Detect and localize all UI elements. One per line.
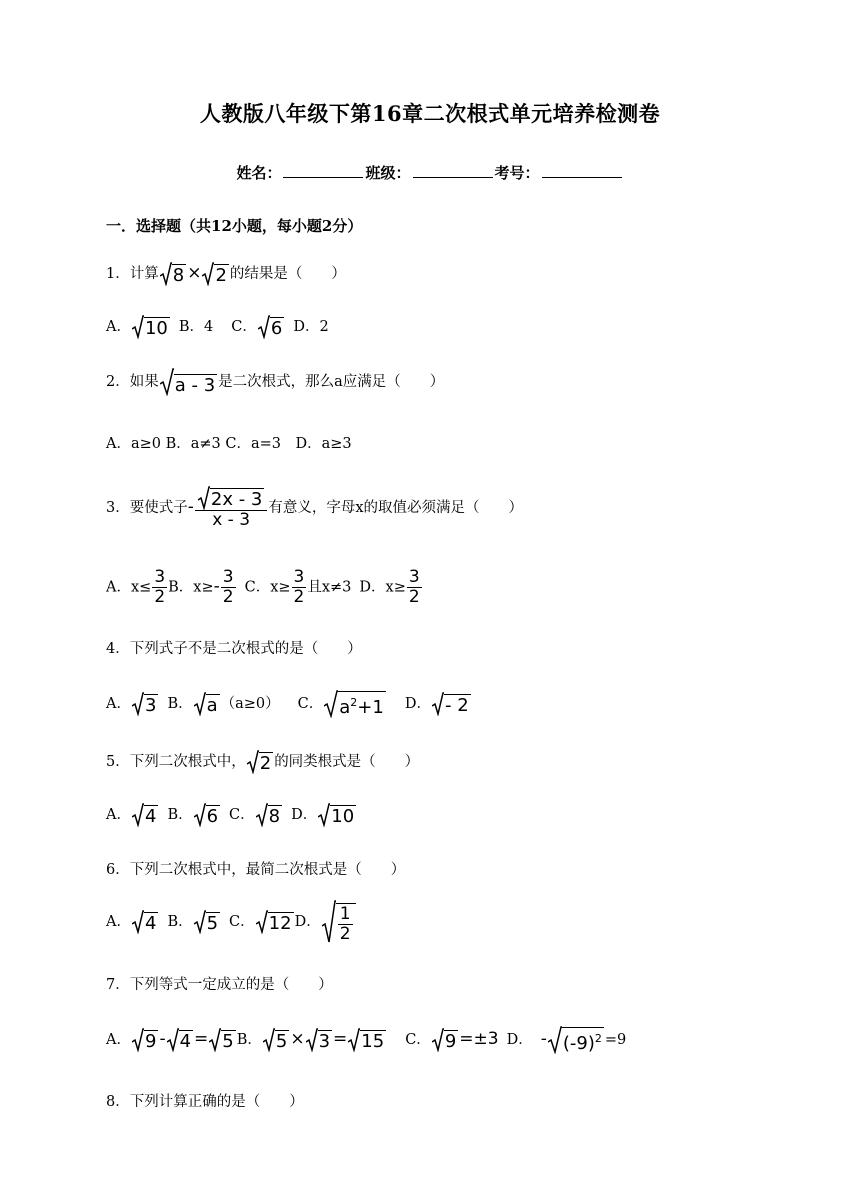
question-6-options: A． 4 B． 5 C． 12 D． $\frac{1}{2}$ xyxy=(106,900,357,944)
class-blank[interactable] xyxy=(413,163,493,178)
question-2-stem: 2．如果 a - 3 是二次根式，那么a应满足（ ） xyxy=(106,368,444,396)
question-2-options: A．a≥0 B．a≠3 C．a=3 D．a≥3 xyxy=(106,436,352,452)
question-5-stem: 5．下列二次根式中， 2 的同类根式是（ ） xyxy=(106,753,420,774)
question-6-stem: 6．下列二次根式中，最简二次根式是（ ） xyxy=(106,862,406,878)
question-4-stem: 4．下列式子不是二次根式的是（ ） xyxy=(106,641,362,657)
student-info-line xyxy=(0,162,860,183)
question-4-options: A． 3 B． a （a≥0） C． $a^2+1$ D． - 2 xyxy=(106,690,472,718)
question-3-options: A．x≤ $\frac{3}{2}$ B．x≥- $\frac{3}{2}$ C．x≥ $\frac{3}{2}$ 且x≠3 D．x≥ $\frac{3}{2}$ xyxy=(106,567,420,607)
exam-number-label: 考号： xyxy=(494,164,540,182)
question-3-stem: 3．要使式子- $\frac{2x - 3}{x - 3}$ 有意义，字母x的取值必须满足（ ） xyxy=(106,486,523,530)
question-1-stem: 1．计算 8 × 2 的结果是（ ） xyxy=(106,263,346,286)
class-label: 班级： xyxy=(365,164,411,182)
option-a-sqrt-10: 10 xyxy=(132,315,170,339)
question-8-stem: 8．下列计算正确的是（ ） xyxy=(106,1094,304,1110)
name-blank[interactable] xyxy=(283,163,363,178)
question-7-options: A． 9 - 4 = 5 B． 5 × 3 = 15 C． 9 =±3 D． - $(-9)^2$ =9 xyxy=(106,1029,627,1054)
section-heading: 一．选择题（共12小题，每小题2分） xyxy=(106,217,363,235)
question-1-options: A． 10 B．4 C． 6 D．2 xyxy=(106,315,329,339)
option-c-sqrt-6: 6 xyxy=(258,315,284,339)
question-7-stem: 7．下列等式一定成立的是（ ） xyxy=(106,977,333,993)
sqrt-8: 8 xyxy=(160,262,186,286)
fraction-sqrt-2x-3-over-x-3: $\frac{2x - 3}{x - 3}$ xyxy=(195,486,268,530)
name-label: 姓名： xyxy=(236,164,282,182)
sqrt-a-minus-3: a - 3 xyxy=(160,368,217,396)
sqrt-2: 2 xyxy=(202,262,228,286)
page-title: 人教版八年级下第16章二次根式单元培养检测卷 xyxy=(199,101,661,126)
exam-number-blank[interactable] xyxy=(542,163,622,178)
question-5-options: A． 4 B． 6 C． 8 D． 10 xyxy=(106,806,355,827)
